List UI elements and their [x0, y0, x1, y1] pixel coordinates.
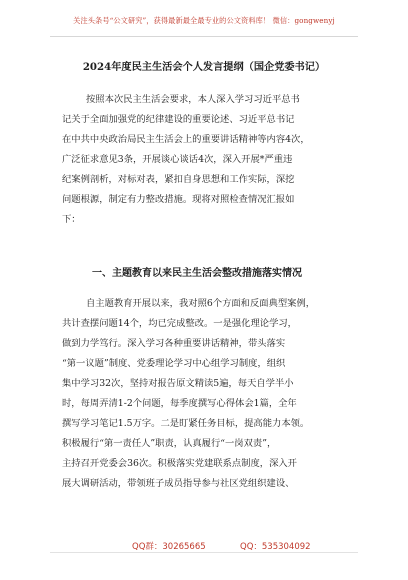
section-line: “第一议题”制度、党委理论学习中心组学习制度，组织 [62, 358, 286, 369]
section-line: 共计查摆问题14个，均已完成整改。一是强化理论学习， [62, 318, 297, 329]
section-line: 自主题教育开展以来，我对照6个方面和反面典型案例， [86, 298, 316, 309]
section-heading: 一、主题教育以来民主生活会整改措施落实情况 [92, 268, 302, 279]
intro-line: 在中共中央政治局民主生活会上的重要讲话精神等内容4次， [62, 134, 310, 145]
intro-line: 问题根源，制定有力整改措施。现将对照检查情况汇报如 [62, 194, 295, 205]
intro-line: 广泛征求意见3条，开展谈心谈话4次，深入开展*严重违 [62, 154, 293, 165]
intro-line: 下： [62, 214, 81, 225]
section-line: 集中学习32次，坚持对报告原文精读5遍，每天自学半小 [62, 378, 294, 389]
qq-number: QQ：535304092 [240, 542, 311, 552]
intro-line: 纪案例剖析，对标对表，紧扣自身思想和工作实际，深挖 [62, 174, 295, 185]
intro-line: 记关于全面加强党的纪律建设的重要论述、习近平总书记 [62, 114, 295, 125]
section-line: 积极履行“第一责任人”职责，认真履行“一岗双责”， [62, 438, 277, 449]
promo-banner: 关注头条号“公文研究”，获得最新最全最专业的公文资料库！ 微信：gongwenyj [73, 16, 335, 25]
section-line: 主持召开党委会36次。积极落实党建联系点制度，深入开 [62, 458, 297, 469]
intro-line: 按照本次民主生活会要求，本人深入学习习近平总书 [86, 94, 300, 105]
section-line: 做到力学笃行。深入学习各种重要讲话精神，带头落实 [62, 338, 286, 349]
document-title: 2024年度民主生活会个人发言提纲（国企党委书记） [82, 61, 326, 73]
banner-divider [50, 36, 358, 37]
section-line: 时，每周弄清1-2个问题，每季度撰写心得体会1篇，全年 [62, 398, 297, 409]
section-line: 撰写学习笔记1.5万字。二是盯紧任务目标，提高能力本领。 [62, 418, 310, 429]
qq-group-number: QQ群：30265665 [132, 542, 206, 552]
section-line: 展大调研活动，带领班子成员指导参与社区党组织建设、 [62, 478, 295, 489]
footer-divider [50, 552, 358, 553]
